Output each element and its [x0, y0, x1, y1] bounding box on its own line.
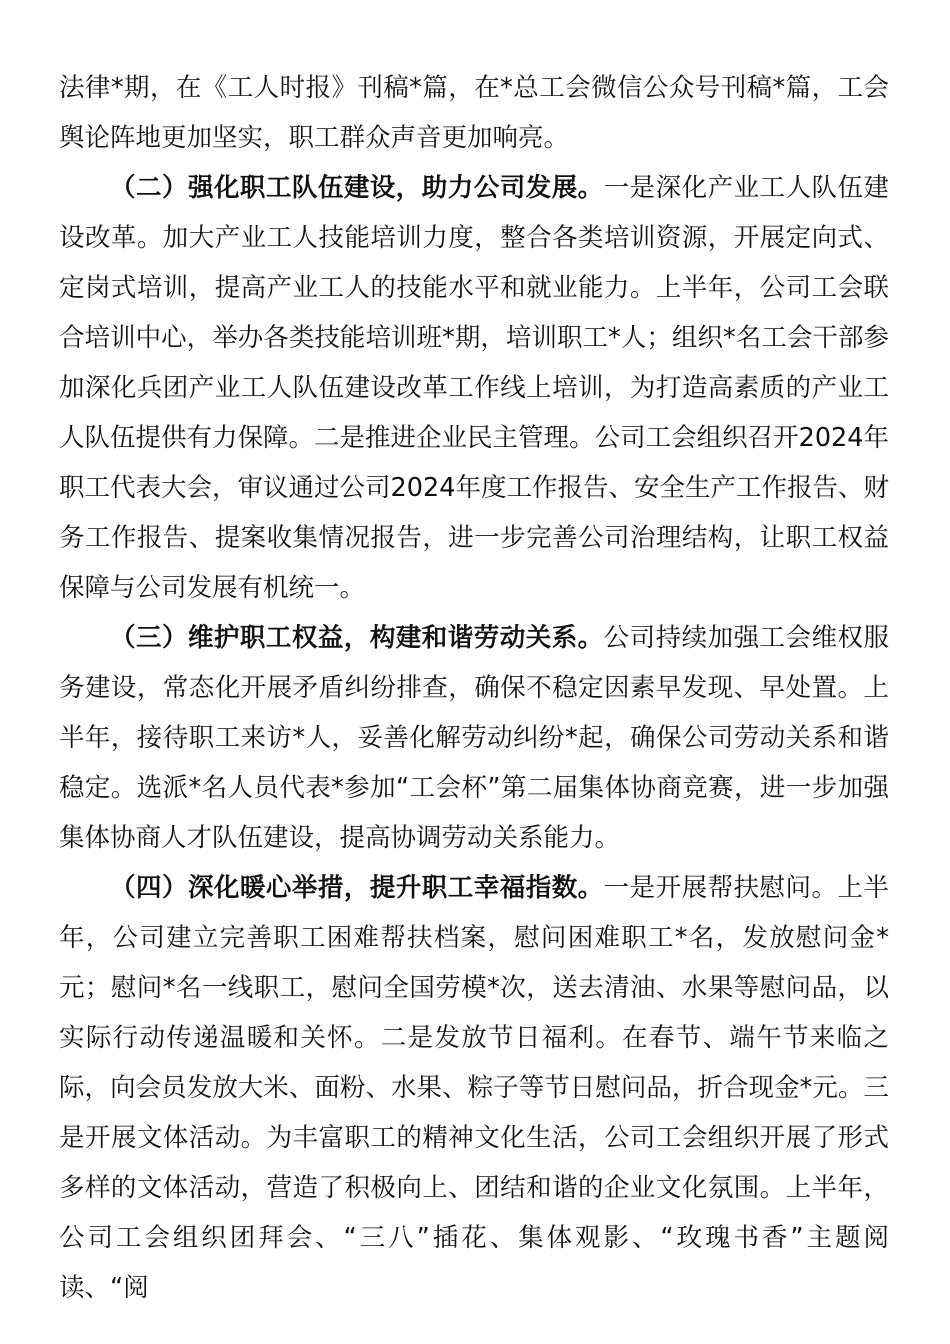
paragraph-text: 一是深化产业工人队伍建设改革。加大产业工人技能培训力度，整合各类培训资源，开展定向式、定岗式培训，提高产业工人的技能水平和就业能力。上半年，公司工会联合培训中心，举办各类技能培训班*期，培训职工*人；组织*名工会干部参加深化兵团产业工人队伍建设改革工作线上培训，为打造高素质的产业工人队伍提供有力保障。二是推进企业民主管理。公司工会组织召开2024年职工代表大会，审议通过公司2024年度工作报告、安全生产工作报告、财务工作报告、提案收集情况报告，进一步完善公司治理结构，让职工权益保障与公司发展有机统一。 — [59, 173, 889, 603]
document-page — [59, 63, 889, 1313]
paragraph-continuation — [59, 63, 889, 163]
paragraph-text: 法律*期，在《工人时报》刊稿*篇，在*总工会微信公众号刊稿*篇，工会舆论阵地更加坚实，职工群众声音更加响亮。 — [59, 73, 889, 153]
paragraph-section-2 — [59, 163, 889, 613]
paragraph-text: 一是开展帮扶慰问。上半年，公司建立完善职工困难帮扶档案，慰问困难职工*名，发放慰问金*元；慰问*名一线职工，慰问全国劳模*次，送去清油、水果等慰问品，以实际行动传递温暖和关怀。二是发放节日福利。在春节、端午节来临之际，向会员发放大米、面粉、水果、粽子等节日慰问品，折合现金*元。三是开展文体活动。为丰富职工的精神文化生活，公司工会组织开展了形式多样的文体活动，营造了积极向上、团结和谐的企业文化氛围。上半年，公司工会组织团拜会、“三八”插花、集体观影、“玫瑰书香”主题阅读、“阅 — [59, 873, 889, 1303]
section-heading: （三）维护职工权益，构建和谐劳动关系。 — [110, 623, 604, 653]
section-heading: （二）强化职工队伍建设，助力公司发展。 — [110, 173, 604, 203]
paragraph-section-3 — [59, 613, 889, 863]
section-heading: （四）深化暖心举措，提升职工幸福指数。 — [110, 873, 604, 903]
paragraph-section-4 — [59, 863, 889, 1313]
paragraph-text: 公司持续加强工会维权服务建设，常态化开展矛盾纠纷排查，确保不稳定因素早发现、早处置。上半年，接待职工来访*人，妥善化解劳动纠纷*起，确保公司劳动关系和谐稳定。选派*名人员代表*参加“工会杯”第二届集体协商竞赛，进一步加强集体协商人才队伍建设，提高协调劳动关系能力。 — [59, 623, 889, 853]
